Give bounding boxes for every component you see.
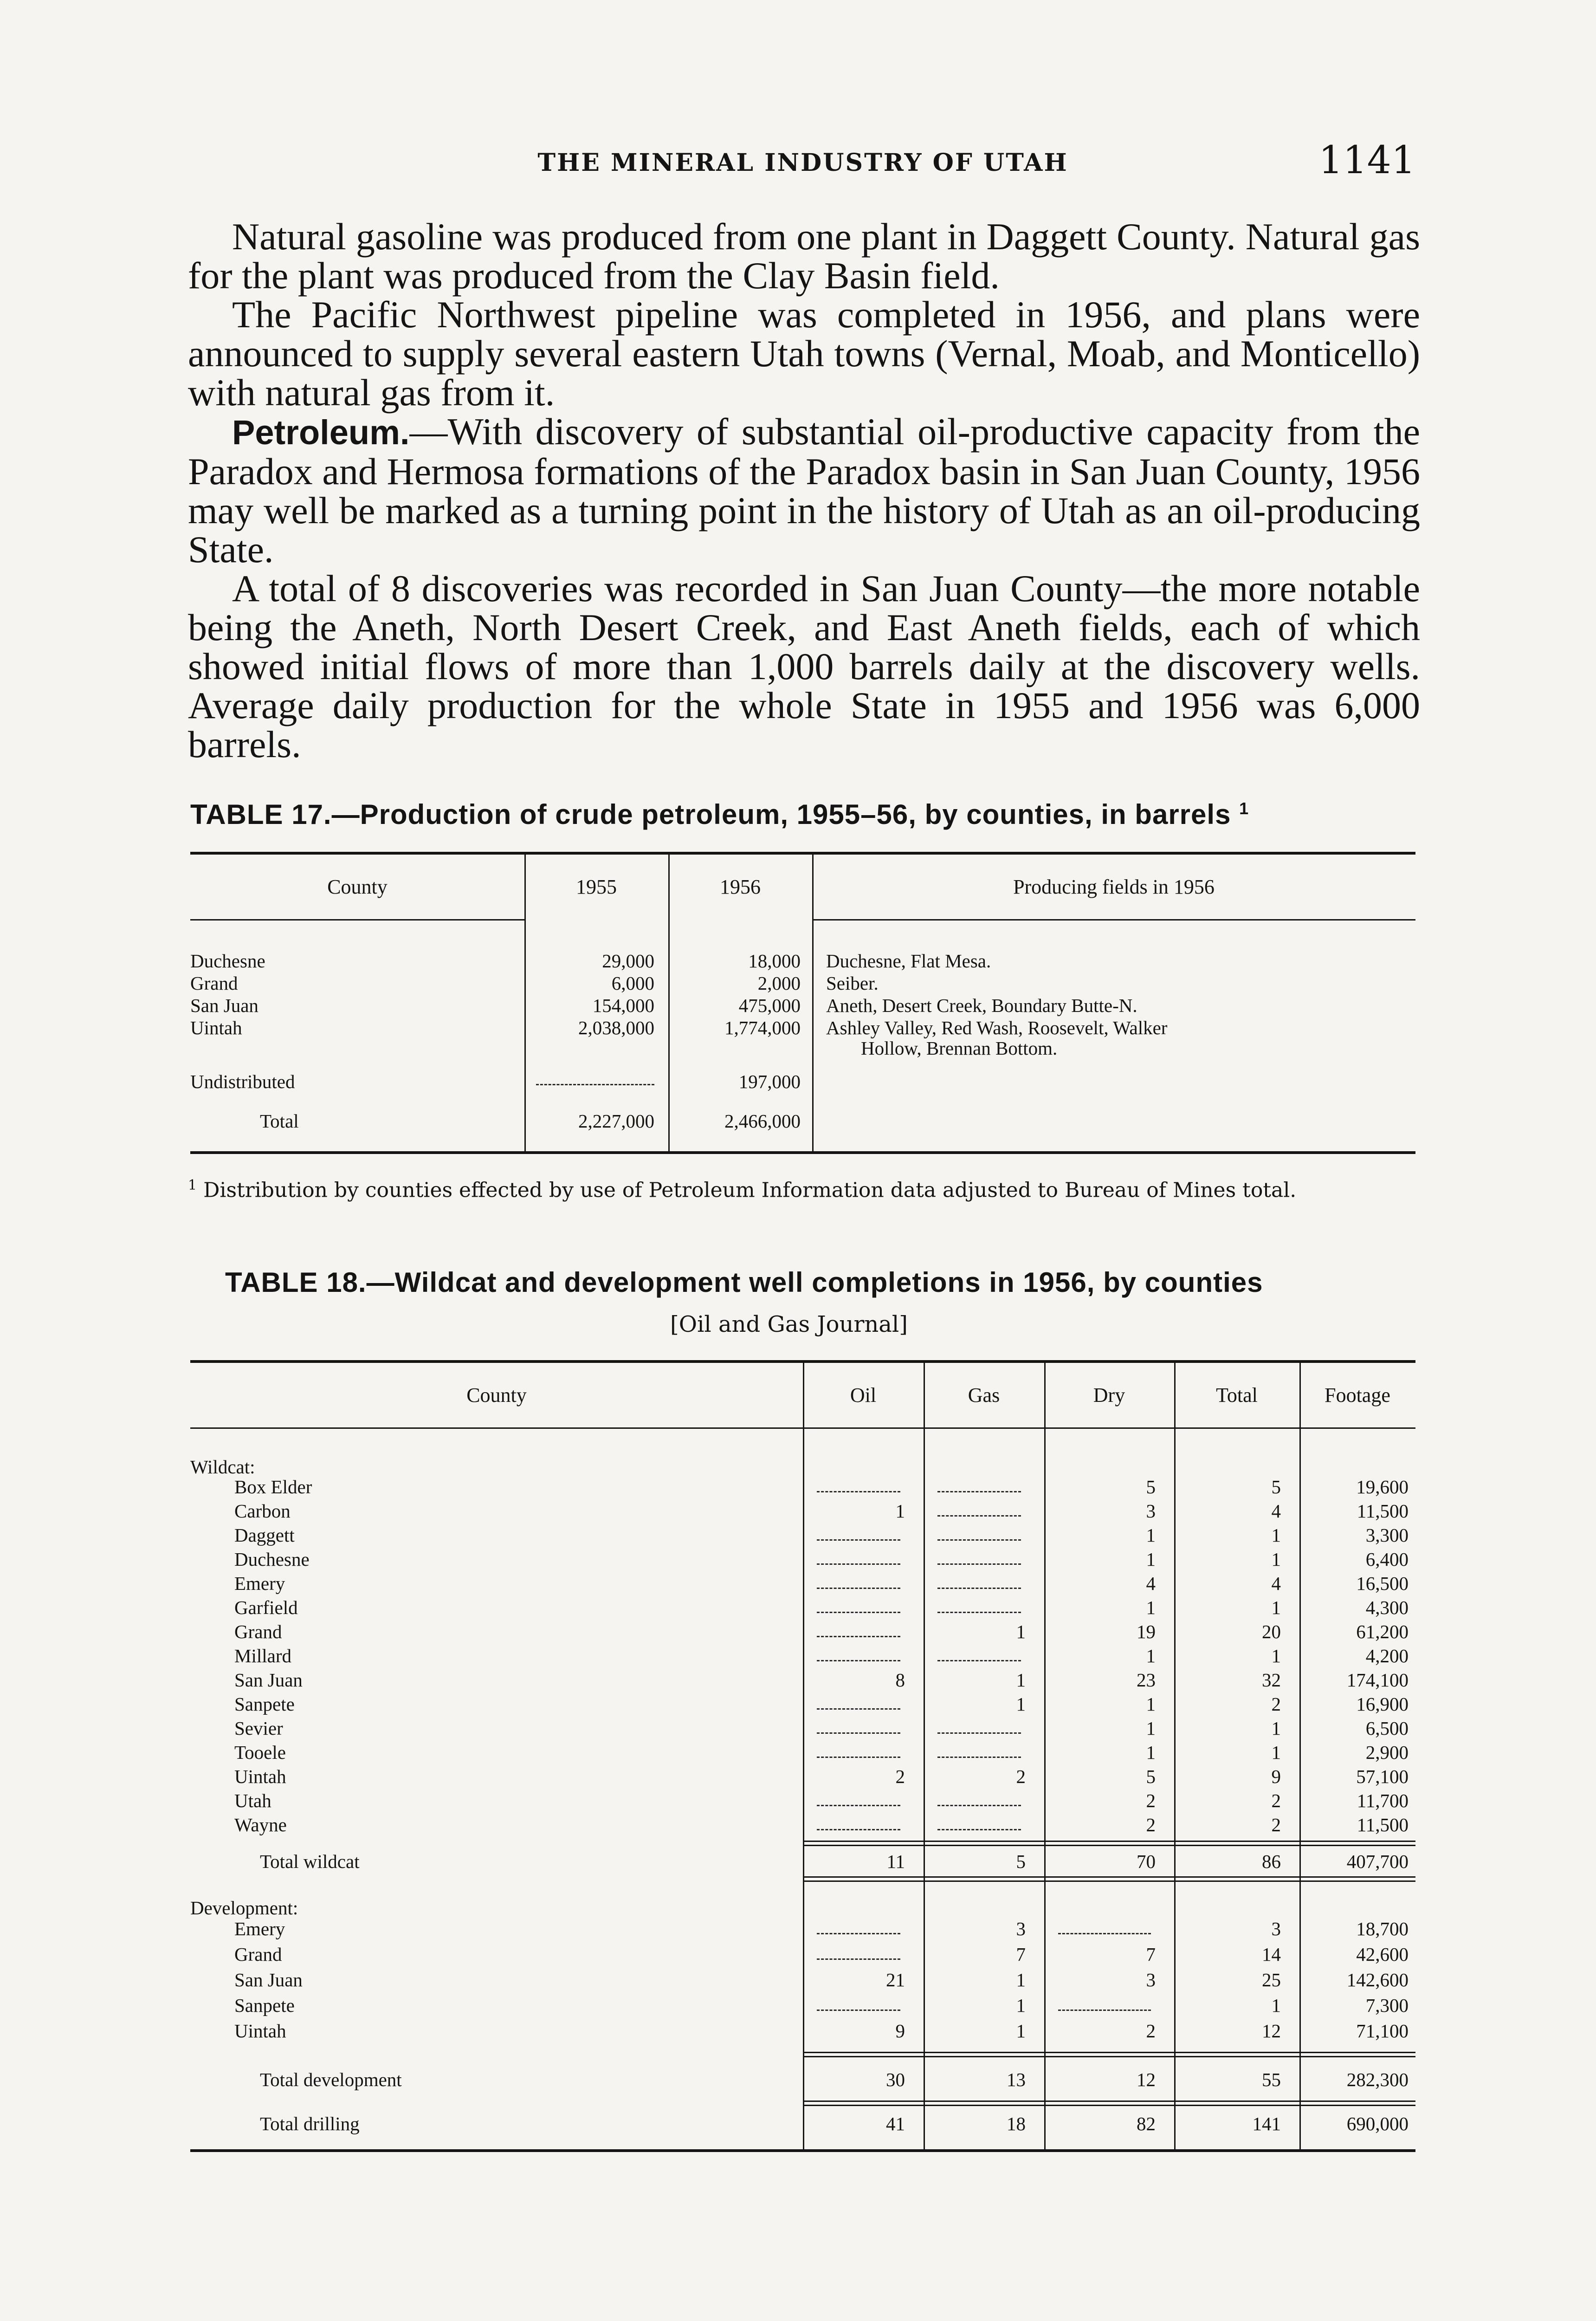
t18-row-dry: 1 bbox=[1146, 1597, 1156, 1618]
t18-row-total: 2 bbox=[1271, 1790, 1281, 1811]
t18-row-total: 5 bbox=[1271, 1476, 1281, 1498]
t18-row-oil: 2 bbox=[895, 1766, 905, 1787]
t18-row-dry: 2 bbox=[1146, 1790, 1156, 1811]
t18-header-county: County bbox=[466, 1384, 527, 1407]
t18-empty-oil bbox=[817, 1805, 900, 1806]
t17-header-1956: 1956 bbox=[720, 875, 761, 898]
table18 bbox=[190, 1360, 1415, 2163]
t18-row-dry: 1 bbox=[1146, 1693, 1156, 1715]
t18-row-oil: 9 bbox=[895, 2020, 905, 2042]
t17-header-1955: 1955 bbox=[576, 875, 617, 898]
t18-empty-gas bbox=[937, 1515, 1021, 1517]
t17-row-1956: 2,000 bbox=[757, 972, 801, 994]
t18-empty-dry bbox=[1058, 2010, 1151, 2011]
t18-row-footage: 6,500 bbox=[1365, 1718, 1409, 1739]
t18-row-dry: 3 bbox=[1146, 1969, 1156, 1990]
t18-row-footage: 42,600 bbox=[1356, 1944, 1409, 1965]
paragraph-natural-gasoline: Natural gasoline was produced from one plant in Daggett County. Natural gas for the plant was produced from the Clay Basin field. bbox=[188, 215, 1420, 297]
t18-total-wildcat-label: Total wildcat bbox=[260, 1851, 360, 1872]
t18-row-footage: 7,300 bbox=[1365, 1995, 1409, 2016]
t18-row-county: Uintah bbox=[234, 2020, 286, 2042]
t17-row-1956: 18,000 bbox=[748, 950, 801, 972]
t18-total-development-oil: 30 bbox=[886, 2069, 905, 2090]
t18-row-oil: 1 bbox=[895, 1500, 905, 1522]
t17-undistributed-1956: 197,000 bbox=[738, 1071, 801, 1092]
body-text bbox=[188, 217, 1420, 764]
t18-row-county: Wayne bbox=[234, 1814, 287, 1835]
t18-row-county: Grand bbox=[234, 1621, 282, 1642]
t17-row-fields: Aneth, Desert Creek, Boundary Butte-N. bbox=[826, 995, 1137, 1016]
t18-row-gas: 1 bbox=[1016, 1621, 1026, 1642]
t17-row-county: San Juan bbox=[190, 995, 258, 1016]
footnote-text: Distribution by counties effected by use of Petroleum Information data adjusted to Bureau of Mines total. bbox=[203, 1178, 1297, 1202]
t18-total-wildcat-dry: 70 bbox=[1137, 1851, 1156, 1872]
t18-row-dry: 7 bbox=[1146, 1944, 1156, 1965]
footnote-mark: 1 bbox=[188, 1177, 197, 1193]
t18-row-total: 1 bbox=[1271, 1524, 1281, 1546]
table17-footnote bbox=[188, 1173, 1420, 1203]
t18-row-gas: 7 bbox=[1016, 1944, 1026, 1965]
t18-total-development-label: Total development bbox=[260, 2069, 402, 2090]
paragraph-pipeline: The Pacific Northwest pipeline was completed in 1956, and plans were announced to supply several eastern Utah towns (Vernal, Moab, and Monticello) with natural gas from it. bbox=[188, 293, 1420, 414]
t18-row-footage: 4,300 bbox=[1365, 1597, 1409, 1618]
t18-total-wildcat-gas: 5 bbox=[1016, 1851, 1026, 1872]
t18-row-gas: 1 bbox=[1016, 1995, 1026, 2016]
t18-empty-oil bbox=[817, 1660, 900, 1661]
t18-row-county: Duchesne bbox=[234, 1549, 310, 1570]
page-number: 1141 bbox=[1318, 138, 1415, 182]
t17-row-county: Duchesne bbox=[190, 950, 265, 972]
running-head bbox=[190, 138, 1415, 189]
t18-row-dry: 1 bbox=[1146, 1718, 1156, 1739]
t18-empty-oil bbox=[817, 1491, 900, 1492]
t17-total-1955: 2,227,000 bbox=[578, 1110, 654, 1132]
t18-row-footage: 19,600 bbox=[1356, 1476, 1409, 1498]
t18-total-development-footage: 282,300 bbox=[1346, 2069, 1409, 2090]
paragraph-discoveries: A total of 8 discoveries was recorded in San Juan County—the more notable being the Aneth, North Desert Creek, and East Aneth fields, each of which showed initial flows of more than 1,000 barrels daily at the discovery wells. Average daily production for the whole State in 1955 and 1956 was 6,000 barrels. bbox=[188, 567, 1420, 765]
t17-row-1956: 1,774,000 bbox=[724, 1017, 801, 1038]
t18-row-total: 1 bbox=[1271, 1742, 1281, 1763]
t18-row-total: 1 bbox=[1271, 1549, 1281, 1570]
t18-row-total: 4 bbox=[1271, 1500, 1281, 1522]
t18-row-footage: 18,700 bbox=[1356, 1918, 1409, 1939]
t18-row-total: 3 bbox=[1271, 1918, 1281, 1939]
t18-empty-oil bbox=[817, 1588, 900, 1589]
t18-row-dry: 1 bbox=[1146, 1549, 1156, 1570]
t17-header-fields: Producing fields in 1956 bbox=[1013, 875, 1215, 898]
t18-row-total: 12 bbox=[1262, 2020, 1281, 2042]
t18-row-footage: 11,500 bbox=[1357, 1500, 1409, 1522]
t18-row-total: 1 bbox=[1271, 1597, 1281, 1618]
t18-total-development-gas: 13 bbox=[1007, 2069, 1026, 2090]
t18-row-total: 1 bbox=[1271, 1718, 1281, 1739]
table17-caption bbox=[190, 798, 1249, 830]
t18-row-county: Uintah bbox=[234, 1766, 286, 1787]
t18-row-total: 4 bbox=[1271, 1573, 1281, 1594]
t18-row-footage: 61,200 bbox=[1356, 1621, 1409, 1642]
t17-row-fields-cont: Hollow, Brennan Bottom. bbox=[861, 1037, 1058, 1059]
t18-row-footage: 2,900 bbox=[1365, 1742, 1409, 1763]
t17-row-1955: 2,038,000 bbox=[578, 1017, 654, 1038]
t18-row-footage: 142,600 bbox=[1346, 1969, 1409, 1990]
t18-empty-oil bbox=[817, 1636, 900, 1637]
t18-empty-gas bbox=[937, 1829, 1021, 1830]
t18-empty-gas bbox=[937, 1612, 1021, 1613]
t18-row-oil: 8 bbox=[895, 1669, 905, 1691]
t18-empty-oil bbox=[817, 1829, 900, 1830]
t18-row-footage: 57,100 bbox=[1356, 1766, 1409, 1787]
t18-row-dry: 4 bbox=[1146, 1573, 1156, 1594]
t17-row-fields: Ashley Valley, Red Wash, Roosevelt, Walker bbox=[826, 1017, 1168, 1038]
t18-row-footage: 174,100 bbox=[1346, 1669, 1409, 1691]
t18-row-county: San Juan bbox=[234, 1969, 303, 1990]
t18-row-dry: 5 bbox=[1146, 1476, 1156, 1498]
t18-row-footage: 3,300 bbox=[1365, 1524, 1409, 1546]
t18-total-drilling-dry: 82 bbox=[1137, 2113, 1156, 2134]
t18-row-county: Sanpete bbox=[234, 1995, 295, 2016]
table17-caption-mark: 1 bbox=[1239, 799, 1249, 818]
t18-row-county: Garfield bbox=[234, 1597, 298, 1618]
t18-row-footage: 4,200 bbox=[1365, 1645, 1409, 1666]
t18-total-drilling-total: 141 bbox=[1252, 2113, 1281, 2134]
t18-header-dry: Dry bbox=[1093, 1384, 1125, 1407]
t17-row-fields: Duchesne, Flat Mesa. bbox=[826, 950, 991, 972]
t18-row-footage: 16,900 bbox=[1356, 1693, 1409, 1715]
t18-empty-oil bbox=[817, 1612, 900, 1613]
t18-row-county: Box Elder bbox=[234, 1476, 312, 1498]
table18-caption: TABLE 18.—Wildcat and development well completions in 1956, by counties bbox=[225, 1267, 1263, 1298]
t18-row-county: Daggett bbox=[234, 1524, 295, 1546]
t18-empty-oil bbox=[817, 1958, 900, 1960]
t17-row-fields: Seiber. bbox=[826, 972, 879, 994]
t18-row-total: 1 bbox=[1271, 1995, 1281, 2016]
t18-empty-oil bbox=[817, 2010, 900, 2011]
t18-row-gas: 1 bbox=[1016, 1969, 1026, 1990]
t18-row-total: 20 bbox=[1262, 1621, 1281, 1642]
t18-empty-gas bbox=[937, 1660, 1021, 1661]
t18-empty-gas bbox=[937, 1732, 1021, 1734]
t18-empty-oil bbox=[817, 1539, 900, 1541]
t18-total-wildcat-oil: 11 bbox=[886, 1851, 905, 1872]
running-title: THE MINERAL INDUSTRY OF UTAH bbox=[537, 149, 1068, 177]
t17-total-1956: 2,466,000 bbox=[724, 1110, 801, 1132]
t18-total-development-dry: 12 bbox=[1137, 2069, 1156, 2090]
table17 bbox=[190, 852, 1415, 1158]
t18-row-total: 9 bbox=[1271, 1766, 1281, 1787]
t18-row-footage: 11,500 bbox=[1357, 1814, 1409, 1835]
table17-caption-text: TABLE 17.—Production of crude petroleum, 1955–56, by counties, in barrels bbox=[190, 799, 1231, 830]
t18-row-dry: 1 bbox=[1146, 1742, 1156, 1763]
t18-row-total: 2 bbox=[1271, 1693, 1281, 1715]
t17-total-label: Total bbox=[260, 1110, 299, 1132]
t18-development-label: Development: bbox=[190, 1897, 298, 1919]
t18-empty-oil bbox=[817, 1563, 900, 1565]
t18-row-gas: 2 bbox=[1016, 1766, 1026, 1787]
t18-empty-gas bbox=[937, 1563, 1021, 1565]
t18-row-total: 2 bbox=[1271, 1814, 1281, 1835]
petroleum-text: —With discovery of substantial oil-productive capacity from the Paradox and Hermosa formations of the Paradox basin in San Juan County, 1956 may well be marked as a turning point in the history of Utah as an oil-producing State. bbox=[188, 410, 1420, 571]
t18-empty-gas bbox=[937, 1757, 1021, 1758]
t18-total-drilling-footage: 690,000 bbox=[1346, 2113, 1409, 2134]
t18-total-development-total: 55 bbox=[1262, 2069, 1281, 2090]
t18-total-drilling-gas: 18 bbox=[1007, 2113, 1026, 2134]
t18-row-county: Utah bbox=[234, 1790, 271, 1811]
t18-row-dry: 1 bbox=[1146, 1524, 1156, 1546]
t18-empty-oil bbox=[817, 1732, 900, 1734]
t18-row-county: Emery bbox=[234, 1573, 285, 1594]
t18-row-county: San Juan bbox=[234, 1669, 303, 1691]
t18-row-county: Sevier bbox=[234, 1718, 283, 1739]
table18-source: [Oil and Gas Journal] bbox=[670, 1311, 908, 1337]
t18-row-county: Emery bbox=[234, 1918, 285, 1939]
t17-row-1955: 29,000 bbox=[602, 950, 654, 972]
t18-total-wildcat-total: 86 bbox=[1262, 1851, 1281, 1872]
t18-wildcat-label: Wildcat: bbox=[190, 1456, 255, 1478]
t18-row-county: Tooele bbox=[234, 1742, 286, 1763]
t18-row-total: 14 bbox=[1262, 1944, 1281, 1965]
t18-row-dry: 23 bbox=[1137, 1669, 1156, 1691]
t18-header-footage: Footage bbox=[1325, 1384, 1390, 1407]
t18-row-footage: 6,400 bbox=[1365, 1549, 1409, 1570]
t17-undistributed-label: Undistributed bbox=[190, 1071, 295, 1092]
t18-row-total: 32 bbox=[1262, 1669, 1281, 1691]
t18-row-dry: 2 bbox=[1146, 2020, 1156, 2042]
t18-row-total: 1 bbox=[1271, 1645, 1281, 1666]
t18-total-wildcat-footage: 407,700 bbox=[1346, 1851, 1409, 1872]
paragraph-petroleum bbox=[188, 412, 1420, 569]
t18-empty-gas bbox=[937, 1805, 1021, 1806]
t18-empty-oil bbox=[817, 1933, 900, 1934]
t18-row-dry: 5 bbox=[1146, 1766, 1156, 1787]
t18-empty-dry bbox=[1058, 1933, 1151, 1934]
t18-empty-gas bbox=[937, 1539, 1021, 1541]
t18-empty-gas bbox=[937, 1588, 1021, 1589]
t18-row-footage: 11,700 bbox=[1357, 1790, 1409, 1811]
t18-row-dry: 3 bbox=[1146, 1500, 1156, 1522]
t18-row-county: Carbon bbox=[234, 1500, 291, 1522]
t18-header-total: Total bbox=[1216, 1384, 1258, 1407]
t18-row-dry: 1 bbox=[1146, 1645, 1156, 1666]
t18-row-dry: 19 bbox=[1137, 1621, 1156, 1642]
t17-row-county: Uintah bbox=[190, 1017, 242, 1038]
t18-header-oil: Oil bbox=[850, 1384, 877, 1407]
t18-row-oil: 21 bbox=[886, 1969, 905, 1990]
t18-empty-oil bbox=[817, 1757, 900, 1758]
t18-empty-oil bbox=[817, 1708, 900, 1710]
petroleum-heading: Petroleum. bbox=[232, 413, 410, 452]
t18-row-gas: 1 bbox=[1016, 1669, 1026, 1691]
t18-row-total: 25 bbox=[1262, 1969, 1281, 1990]
t18-row-gas: 1 bbox=[1016, 2020, 1026, 2042]
t18-row-county: Grand bbox=[234, 1944, 282, 1965]
t18-row-county: Millard bbox=[234, 1645, 291, 1666]
t17-row-county: Grand bbox=[190, 972, 238, 994]
t17-row-1956: 475,000 bbox=[738, 995, 801, 1016]
t18-total-drilling-label: Total drilling bbox=[260, 2113, 360, 2134]
t18-row-dry: 2 bbox=[1146, 1814, 1156, 1835]
t18-row-county: Sanpete bbox=[234, 1693, 295, 1715]
t18-header-gas: Gas bbox=[968, 1384, 1000, 1407]
t18-total-drilling-oil: 41 bbox=[886, 2113, 905, 2134]
t17-header-county: County bbox=[327, 875, 388, 898]
t18-row-footage: 16,500 bbox=[1356, 1573, 1409, 1594]
t18-row-footage: 71,100 bbox=[1356, 2020, 1409, 2042]
t18-row-gas: 1 bbox=[1016, 1693, 1026, 1715]
t17-row-1955: 6,000 bbox=[611, 972, 654, 994]
t18-row-gas: 3 bbox=[1016, 1918, 1026, 1939]
t17-row-1955: 154,000 bbox=[592, 995, 654, 1016]
t18-empty-gas bbox=[937, 1491, 1021, 1492]
